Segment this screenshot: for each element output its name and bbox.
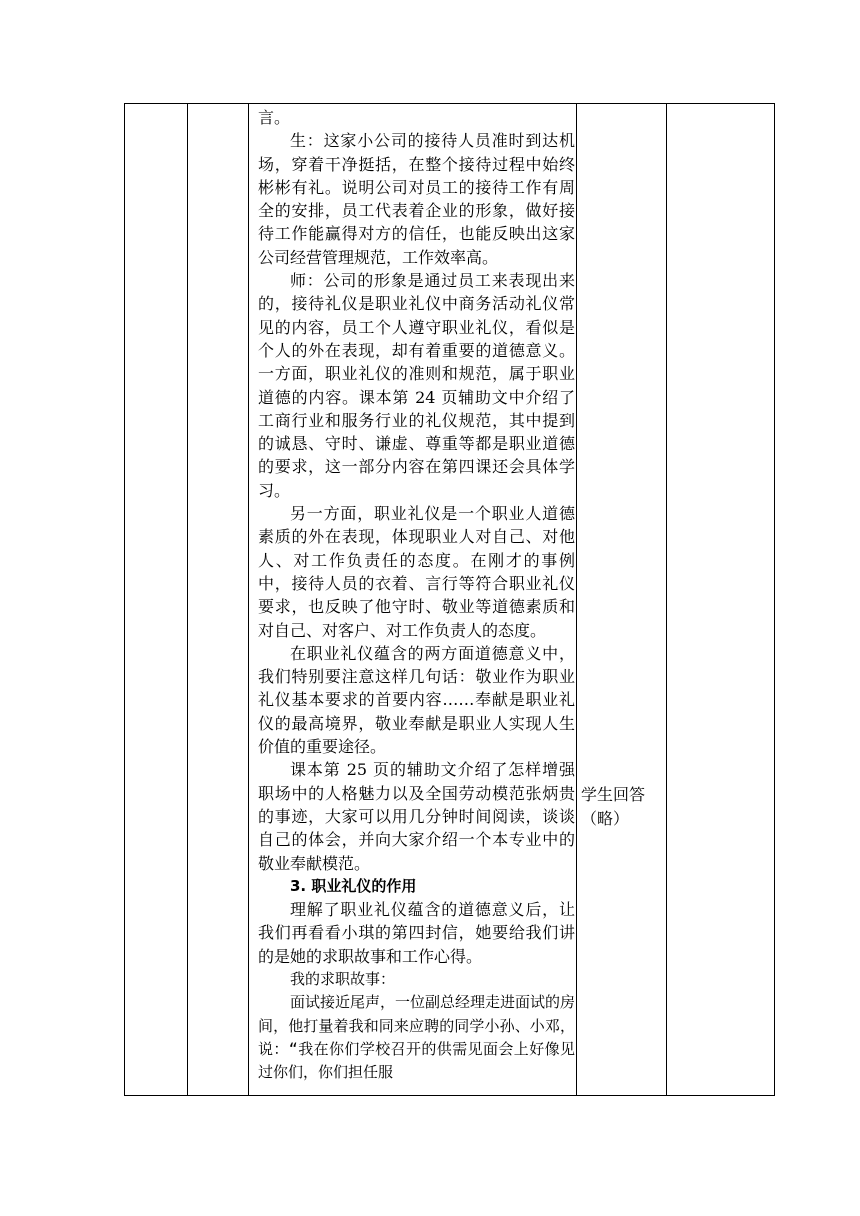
section-heading: 3. 职业礼仪的作用 — [290, 876, 417, 895]
lesson-table — [124, 103, 775, 1096]
paragraph: 生：这家小公司的接待人员准时到达机场，穿着干净挺括，在整个接待过程中始终彬彬有礼。说明公司对员工的接待工作有周全的安排，员工代表着企业的形象，做好接待工作能赢得对方的信任，也能反映出这家公司经营管理规范，工作效率高。 — [258, 131, 575, 267]
paragraph: 师：公司的形象是通过员工来表现出来的，接待礼仪是职业礼仪中商务活动礼仪常见的内容，员工个人遵守职业礼仪，看似是个人的外在表现，却有着重要的道德意义。一方面，职业礼仪的准则和规范，属于职业道德的内容。课本第 24 页辅助文中介绍了工商行业和服务行业的礼仪规范，其中提到的诚恳、守时、谦虚、尊重等都是职业道德的要求，这一部分内容在第四课还会具体学习。 — [258, 271, 575, 500]
student-response-note: （略） — [581, 809, 630, 828]
paragraph: 理解了职业礼仪蕴含的道德意义后，让我们再看看小琪的第四封信，她要给我们讲的是她的求职故事和工作心得。 — [258, 900, 575, 966]
paragraph: 另一方面，职业礼仪是一个职业人道德素质的外在表现，体现职业人对自己、对他人、对工作负责任的态度。在刚才的事例中，接待人员的衣着、言行等符合职业礼仪要求，也反映了他守时、敬业等道德素质和对自己、对客户、对工作负责人的态度。 — [258, 504, 575, 640]
student-activity-cell — [581, 783, 659, 831]
paragraph: 课本第 25 页的辅助文介绍了怎样增强职场中的人格魅力以及全国劳动模范张炳贵的事迹，大家可以用几分钟时间阅读，谈谈自己的体会，并向大家介绍一个本专业中的敬业奉献模范。 — [258, 760, 575, 873]
teaching-content-cell — [258, 104, 575, 1084]
column-divider — [576, 104, 577, 1095]
paragraph: 言。 — [258, 108, 291, 127]
column-divider — [248, 104, 249, 1095]
student-response-text: 学生回答 — [581, 785, 646, 804]
story-title: 我的求职故事： — [290, 969, 396, 988]
paragraph: 在职业礼仪蕴含的两方面道德意义中，我们特别要注意这样几句话：敬业作为职业礼仪基本要求的首要内容……奉献是职业礼仪的最高境界，敬业奉献是职业人实现人生价值的重要途径。 — [258, 643, 575, 757]
column-divider — [666, 104, 667, 1095]
story-paragraph: 面试接近尾声，一位副总经理走进面试的房间，他打量着我和同来应聘的同学小孙、小邓，说：“我在你们学校召开的供需见面会上好像见过你们，你们担任服 — [258, 993, 576, 1082]
column-divider — [187, 104, 188, 1095]
